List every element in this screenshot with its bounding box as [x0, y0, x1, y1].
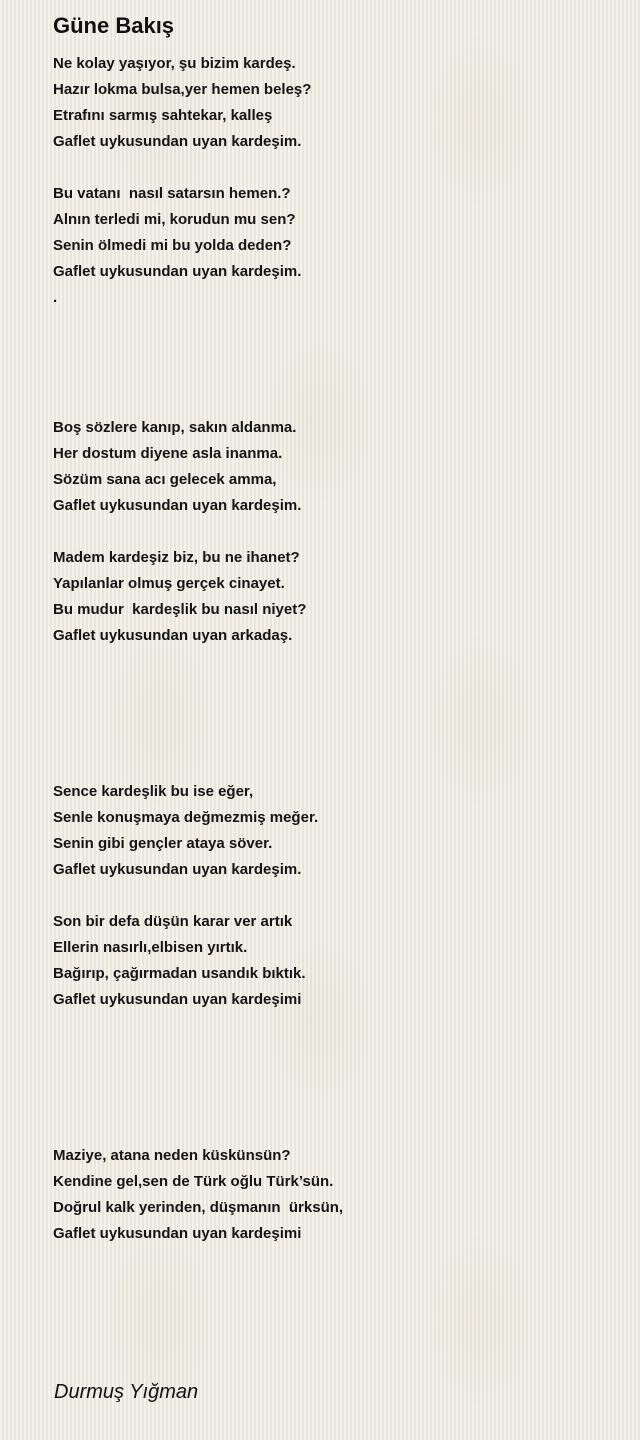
stanza-spacer [53, 389, 613, 415]
stanza-spacer [53, 1013, 613, 1039]
stanza-spacer [53, 155, 613, 181]
stanza-spacer [53, 363, 613, 389]
stanza-spacer [53, 1117, 613, 1143]
stanza-spacer [53, 311, 613, 337]
poem-line: Gaflet uykusundan uyan kardeşim. [53, 133, 302, 150]
poem-body [53, 51, 613, 1247]
poem-line: Etrafını sarmış sahtekar, kalleş [53, 107, 273, 124]
poem-line: . [53, 289, 58, 306]
stanza-spacer [53, 753, 613, 779]
poem-title: Güne Bakış [53, 13, 175, 38]
poem-line: Bağırıp, çağırmadan usandık bıktık. [53, 965, 306, 982]
poem-line: Sözüm sana acı gelecek amma, [53, 471, 277, 488]
stanza-spacer [53, 1039, 613, 1065]
poem-line: Boş sözlere kanıp, sakın aldanma. [53, 419, 297, 436]
poem-line: Ellerin nasırlı,elbisen yırtık. [53, 939, 248, 956]
poem-line: Yapılanlar olmuş gerçek cinayet. [53, 575, 285, 592]
stanza-spacer [53, 727, 613, 753]
poem-line: Maziye, atana neden küskünsün? [53, 1147, 291, 1164]
poem-line: Bu vatanı nasıl satarsın hemen.? [53, 185, 291, 202]
poem-line: Sence kardeşlik bu ise eğer, [53, 783, 254, 800]
poem-line: Gaflet uykusundan uyan kardeşim. [53, 263, 302, 280]
stanza-spacer [53, 1091, 613, 1117]
poem-line: Madem kardeşiz biz, bu ne ihanet? [53, 549, 300, 566]
stanza-spacer [53, 649, 613, 675]
poem-line: Gaflet uykusundan uyan kardeşim. [53, 497, 302, 514]
poem-author: Durmuş Yığman [54, 1381, 199, 1403]
poem-line: Ne kolay yaşıyor, şu bizim kardeş. [53, 55, 296, 72]
poem-line: Her dostum diyene asla inanma. [53, 445, 283, 462]
stanza-spacer [53, 883, 613, 909]
poem-line: Alnın terledi mi, korudun mu sen? [53, 211, 296, 228]
poem-line: Senin ölmedi mi bu yolda deden? [53, 237, 292, 254]
poem-line: Gaflet uykusundan uyan kardeşimi [53, 1225, 302, 1242]
poem-line: Bu mudur kardeşlik bu nasıl niyet? [53, 601, 307, 618]
poem-line: Gaflet uykusundan uyan kardeşimi [53, 991, 302, 1008]
poem-line: Hazır lokma bulsa,yer hemen beleş? [53, 81, 312, 98]
poem-line: Gaflet uykusundan uyan kardeşim. [53, 861, 302, 878]
stanza-spacer [53, 675, 613, 701]
stanza-spacer [53, 519, 613, 545]
poem-line: Gaflet uykusundan uyan arkadaş. [53, 627, 293, 644]
poem-line: Son bir defa düşün karar ver artık [53, 913, 293, 930]
stanza-spacer [53, 1065, 613, 1091]
poem-line: Doğrul kalk yerinden, düşmanın ürksün, [53, 1199, 344, 1216]
poem-line: Senle konuşmaya değmezmiş meğer. [53, 809, 319, 826]
stanza-spacer [53, 701, 613, 727]
poem-line: Kendine gel,sen de Türk oğlu Türk’sün. [53, 1173, 334, 1190]
poem-line: Senin gibi gençler ataya söver. [53, 835, 273, 852]
stanza-spacer [53, 337, 613, 363]
